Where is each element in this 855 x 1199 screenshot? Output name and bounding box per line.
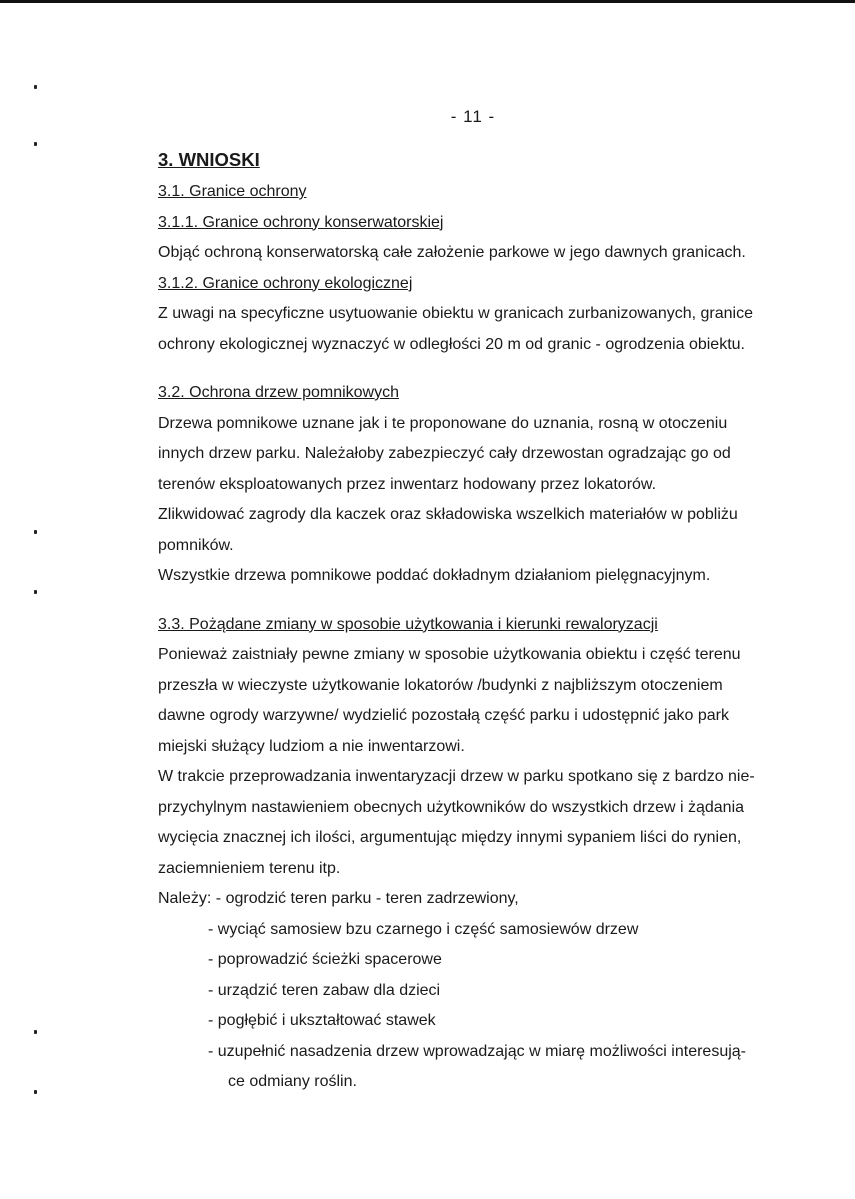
list-item: - pogłębić i ukształtować stawek	[208, 1012, 436, 1029]
paragraph-line: wycięcia znacznej ich ilości, argumentując między innymi sypaniem liści do rynien,	[158, 829, 742, 846]
paragraph-line: Zlikwidować zagrody dla kaczek oraz składowiska wszelkich materiałów w pobliżu	[158, 506, 738, 523]
document-page	[158, 103, 818, 1098]
paragraph-line: Z uwagi na specyficzne usytuowanie obiektu w granicach zurbanizowanych, granice	[158, 305, 753, 322]
list-intro: Należy: - ogrodzić teren parku - teren zadrzewiony,	[158, 890, 519, 907]
paragraph-line: W trakcie przeprowadzania inwentaryzacji drzew w parku spotkano się z bardzo nie-	[158, 768, 755, 785]
page-number: - 11 -	[450, 107, 496, 126]
paragraph-line: Objąć ochroną konserwatorską całe założenie parkowe w jego dawnych granicach.	[158, 244, 746, 261]
scan-speck	[34, 1090, 37, 1094]
list-item: - urządzić teren zabaw dla dzieci	[208, 981, 441, 999]
paragraph-line: przeszła w wieczyste użytkowanie lokatorów /budynki z najbliższym otoczeniem	[158, 676, 723, 694]
paragraph-line: Wszystkie drzewa pomnikowe poddać dokładnym działaniom pielęgnacyjnym.	[158, 567, 711, 584]
subsection-title: 3.1.1. Granice ochrony konserwatorskiej	[158, 213, 444, 231]
list-item: - uzupełnić nasadzenia drzew wprowadzając w miarę możliwości interesują-	[208, 1042, 747, 1060]
subsection-title: 3.1. Granice ochrony	[158, 183, 307, 200]
scan-speck	[34, 530, 37, 534]
paragraph-line: pomników.	[158, 536, 234, 554]
subsection-title: 3.2. Ochrona drzew pomnikowych	[158, 384, 399, 401]
paragraph-line: zaciemnieniem terenu itp.	[158, 859, 341, 877]
paragraph-line: innych drzew parku. Należałoby zabezpieczyć cały drzewostan ogradzając go od	[158, 445, 731, 462]
scan-speck	[34, 1030, 37, 1034]
scan-speck	[34, 590, 37, 594]
paragraph-line: ochrony ekologicznej wyznaczyć w odległości 20 m od granic - ogrodzenia obiektu.	[158, 335, 745, 353]
list-item: - poprowadzić ścieżki spacerowe	[208, 951, 442, 968]
paragraph-line: Ponieważ zaistniały pewne zmiany w sposobie użytkowania obiektu i część terenu	[158, 646, 741, 663]
section-heading: 3. WNIOSKI	[158, 149, 260, 170]
paragraph-line: terenów eksploatowanych przez inwentarz hodowany przez lokatorów.	[158, 475, 657, 493]
scan-speck	[34, 142, 37, 146]
subsection-title: 3.1.2. Granice ochrony ekologicznej	[158, 274, 413, 292]
subsection-title: 3.3. Pożądane zmiany w sposobie użytkowania i kierunki rewaloryzacji	[158, 615, 658, 633]
list-item-continuation: ce odmiany roślin.	[228, 1073, 357, 1090]
scan-speck	[34, 85, 37, 89]
scan-top-border	[0, 0, 855, 3]
list-item: - wyciąć samosiew bzu czarnego i część samosiewów drzew	[208, 920, 639, 938]
paragraph-line: miejski służący ludziom a nie inwentarzowi.	[158, 737, 465, 755]
paragraph-line: Drzewa pomnikowe uznane jak i te proponowane do uznania, rosną w otoczeniu	[158, 414, 728, 432]
paragraph-line: przychylnym nastawieniem obecnych użytkowników do wszystkich drzew i żądania	[158, 798, 745, 816]
paragraph-line: dawne ogrody warzywne/ wydzielić pozostałą część parku i udostępnić jako park	[158, 707, 729, 724]
